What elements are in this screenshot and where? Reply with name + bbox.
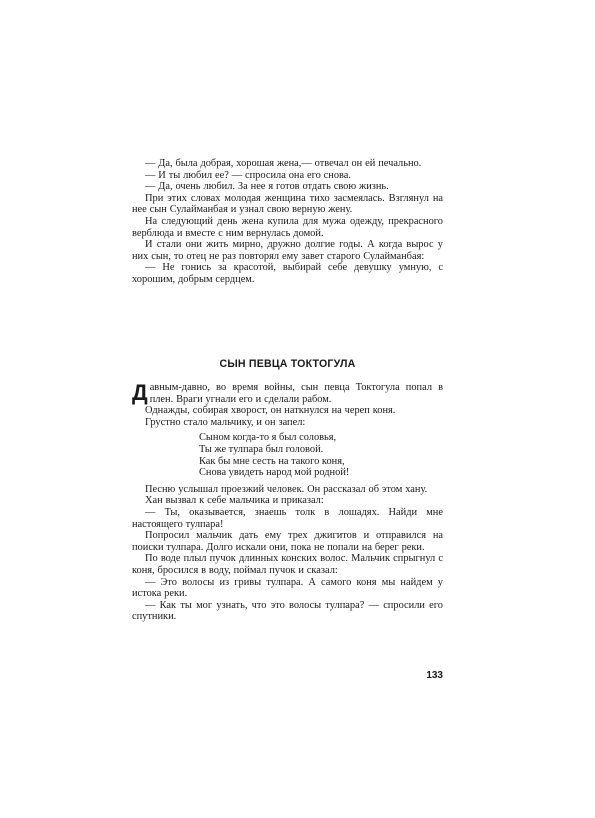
song-verse — [199, 432, 443, 478]
paragraph: — Это волосы из гривы тулпара. А самого коня мы найдем у истока реки. — [132, 576, 443, 600]
paragraph: — Да, была добрая, хорошая жена,— отвечал он ей печально. — [145, 158, 422, 169]
drop-cap-letter: Д — [132, 380, 148, 405]
paragraph: — Как ты мог узнать, что это волосы тулпара? — спросили его спутники. — [132, 599, 443, 623]
opening-paragraph-text: авным-давно, во время войны, сын певца Токтогула попал в плен. Враги угнали его и сделали рабом. — [149, 382, 443, 405]
paragraph: Грустно стало мальчику, и он запел: — [145, 416, 306, 428]
story-title: СЫН ПЕВЦА ТОКТОГУЛА — [219, 358, 356, 370]
paragraph: При этих словах молодая женщина тихо засмеялась. Взглянул на нее сын Сулайманбая и узнал свою верную жену. — [132, 192, 443, 216]
verse-line: Как бы мне сесть на такого коня, — [199, 455, 345, 467]
story-body-section — [132, 382, 443, 623]
paragraph: На следующий день жена купила для мужа одежду, прекрасного верблюда и вместе с ним вернулась домой. — [132, 215, 443, 239]
paragraph: По воде плыл пучок длинных конских волос. Мальчик спрыгнул с коня, бросился в воду, поймал пучок и сказал: — [132, 553, 443, 576]
paragraph: — Ты, оказывается, знаешь толк в лошадях. Найди мне настоящего тулпара! — [132, 506, 443, 530]
paragraph: Однажды, собирая хворост, он наткнулся на череп коня. — [145, 405, 396, 417]
verse-line: Сыном когда-то я был соловья, — [199, 432, 337, 444]
page-number: 133 — [426, 670, 443, 681]
paragraph: — Не гонись за красотой, выбирай себе девушку умную, с хорошим, добрым сердцем. — [132, 262, 443, 285]
paragraph: Хан вызвал к себе мальчика и приказал: — [145, 495, 324, 507]
paragraph: Песню услышал проезжий человек. Он рассказал об этом хану. — [145, 483, 428, 495]
paragraph: Попросил мальчик дать ему трех джигитов и отправился на поиски тулпара. Долго искали они, пока не попали на берег реки. — [132, 530, 443, 553]
story-ending-section — [132, 158, 443, 286]
paragraph: — И ты любил ее? — спросила она его снова. — [145, 169, 352, 181]
paragraph: И стали они жить мирно, дружно долгие годы. А когда вырос у них сын, то отец не раз повторял ему завет старого Сулайманбая: — [132, 239, 443, 262]
opening-paragraph — [132, 382, 443, 405]
verse-line: Ты же тулпара был головой. — [199, 443, 324, 455]
paragraph: — Да, очень любил. За нее я готов отдать свою жизнь. — [145, 181, 389, 193]
verse-line: Снова увидеть народ мой родной! — [199, 467, 350, 479]
